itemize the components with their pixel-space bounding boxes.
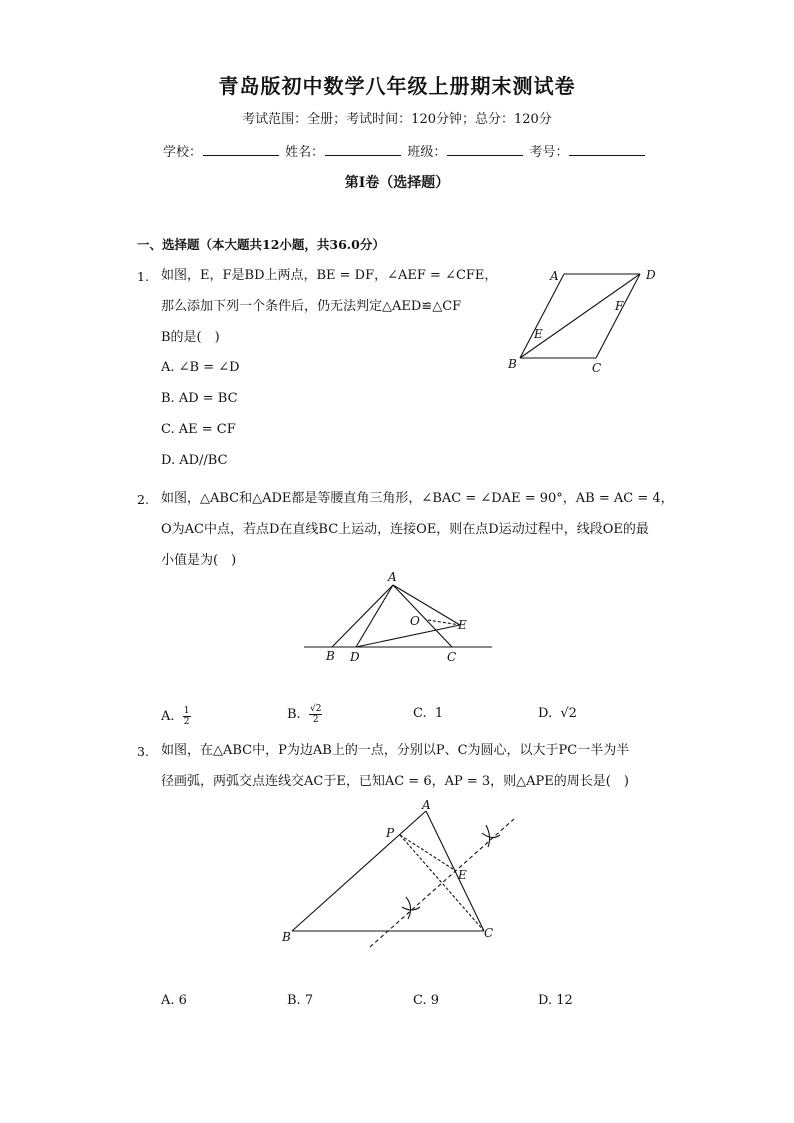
segment-de: [356, 625, 460, 647]
arc-lower-2: [406, 897, 411, 919]
name-field[interactable]: [325, 143, 401, 156]
segment-ae: [393, 585, 460, 625]
student-info-fields: [163, 141, 647, 160]
question-3-line-2: 径画弧，两弧交点连线交AC于E，已知AC = 6，AP = 3，则△APE的周长是( ): [161, 774, 629, 789]
school-field[interactable]: [203, 143, 279, 156]
question-1-option-d[interactable]: D. AD//BC: [161, 453, 228, 468]
question-2-option-d[interactable]: D. √2: [538, 706, 577, 721]
label-b: B: [326, 649, 335, 663]
label-a: A: [422, 798, 431, 812]
question-3-option-b[interactable]: B. 7: [287, 993, 314, 1008]
segment-ad: [356, 585, 393, 647]
question-3-option-d[interactable]: D. 12: [538, 993, 573, 1008]
exam-number-label: 考号：: [529, 145, 569, 160]
segment-pc-dashed: [400, 835, 484, 931]
question-1-line-3: B的是( ): [161, 330, 220, 345]
question-2-option-a[interactable]: A. $\frac{1}{2}$: [161, 706, 190, 727]
question-3-figure: [278, 795, 528, 955]
label-c: C: [447, 650, 457, 664]
segment-dc: [596, 274, 640, 358]
question-3-line-1: 如图，在△ABC中，P为边AB上的一点，分别以P、C为圆心，以大于PC一半为半: [161, 743, 630, 758]
label-p: P: [386, 826, 395, 840]
label-e: E: [458, 868, 467, 882]
question-1-option-c[interactable]: C. AE = CF: [161, 422, 236, 437]
question-1-line-2: 那么添加下列一个条件后，仍无法判定△AED≌△CF: [161, 299, 462, 314]
question-2-option-b[interactable]: B. $\frac{√2}{2}$: [287, 704, 322, 725]
segment-ab: [520, 274, 564, 358]
label-a: A: [388, 570, 397, 584]
label-e: E: [458, 618, 467, 632]
question-1-number: 1.: [137, 269, 149, 284]
segment-ab: [292, 811, 426, 931]
name-label: 姓名：: [285, 145, 325, 160]
label-b: B: [282, 930, 291, 944]
question-1-line-1: 如图，E，F是BD上两点，BE = DF，∠AEF = ∠CFE，: [161, 268, 498, 283]
question-2-option-c[interactable]: C. 1: [413, 706, 444, 721]
class-field[interactable]: [447, 143, 523, 156]
question-2-line-3: 小值是为( ): [161, 553, 237, 568]
question-1-option-b[interactable]: B. AD = BC: [161, 391, 238, 406]
question-2-figure: [300, 565, 500, 670]
question-3-option-c[interactable]: C. 9: [413, 993, 440, 1008]
question-3-text: [161, 735, 629, 797]
label-e: E: [534, 327, 543, 341]
question-2-line-1: 如图，△ABC和△ADE都是等腰直角三角形，∠BAC = ∠DAE = 90°，AB = AC = 4，: [161, 491, 674, 506]
fraction-one-half: $\frac{1}{2}$: [183, 706, 190, 727]
label-o: O: [410, 614, 420, 628]
exam-info: 考试范围：全册；考试时间：120分钟；总分：120分: [242, 112, 552, 127]
page-title: 青岛版初中数学八年级上册期末测试卷: [218, 74, 576, 98]
part-title: 第I卷（选择题）: [344, 175, 450, 191]
question-2-number: 2.: [137, 492, 149, 507]
question-2-line-2: O为AC中点，若点D在直线BC上运动，连接OE，则在点D运动过程中，线段OE的最: [161, 522, 649, 537]
exam-number-field[interactable]: [569, 143, 645, 156]
question-2-text: [161, 483, 674, 576]
fraction-root2-over-2: $\frac{√2}{2}$: [309, 704, 322, 725]
section-heading: 一、选择题（本大题共12小题，共36.0分）: [137, 237, 385, 252]
question-1-option-a[interactable]: A. ∠B = ∠D: [161, 360, 240, 375]
label-b: B: [508, 357, 517, 371]
segment-ab: [332, 585, 393, 647]
question-1-figure: [500, 260, 680, 380]
question-1-text: [161, 260, 497, 353]
class-label: 班级：: [407, 145, 447, 160]
label-c: C: [484, 926, 494, 940]
question-3-option-a[interactable]: A. 6: [161, 993, 187, 1008]
segment-pe-dashed: [400, 835, 456, 871]
label-f: F: [615, 299, 624, 313]
label-a: A: [550, 269, 559, 283]
school-label: 学校：: [163, 145, 203, 160]
label-d: D: [350, 650, 360, 664]
diagonal-bd: [520, 274, 640, 358]
label-d: D: [646, 268, 656, 282]
label-c: C: [592, 361, 602, 375]
question-3-number: 3.: [137, 744, 149, 759]
